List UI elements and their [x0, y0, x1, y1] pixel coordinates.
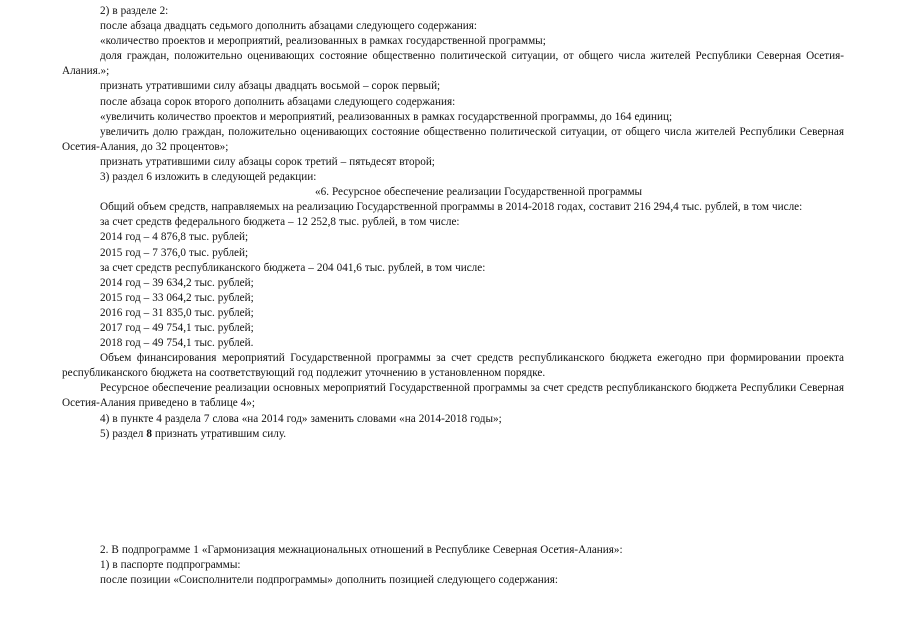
paragraph: 1) в паспорте подпрограммы: — [100, 559, 241, 572]
paragraph: «количество проектов и мероприятий, реализованных в рамках государственной программы; — [100, 35, 546, 48]
funding-intro: Общий объем средств, направляемых на реализацию Государственной программы в 2014-2018 годах, составит 216 294,4 тыс. рублей, в том числе: — [100, 201, 803, 214]
federal-budget-title: за счет средств федерального бюджета – 12 252,8 тыс. рублей, в том числе: — [100, 216, 460, 229]
republican-budget-item: 2014 год – 39 634,2 тыс. рублей; — [100, 276, 254, 289]
republican-budget-item: 2018 год – 49 754,1 тыс. рублей. — [100, 337, 254, 350]
paragraph: Объем финансирования мероприятий Государственной программы за счет средств республиканского бюджета ежегодно при формировании проекта республиканского бюджета на соответствующий год подлежит уточнению в установленном порядке. — [62, 352, 844, 380]
republican-budget-item: 2015 год – 33 064,2 тыс. рублей; — [100, 291, 254, 304]
republican-budget-title: за счет средств республиканского бюджета – 204 041,6 тыс. рублей, в том числе: — [100, 261, 486, 274]
paragraph: доля граждан, положительно оценивающих состояние общественно политической ситуации, от общего числа жителей Республики Северная Осетия-Алания.»; — [62, 50, 844, 78]
paragraph: «увеличить количество проектов и мероприятий, реализованных в рамках государственной программы, до 164 единиц; — [100, 110, 673, 123]
paragraph: 4) в пункте 4 раздела 7 слова «на 2014 год» заменить словами «на 2014-2018 годы»; — [100, 412, 502, 425]
section-heading: «6. Ресурсное обеспечение реализации Государственной программы — [315, 186, 643, 199]
republican-budget-item: 2017 год – 49 754,1 тыс. рублей; — [100, 321, 254, 334]
federal-budget-item: 2014 год – 4 876,8 тыс. рублей; — [100, 231, 249, 244]
paragraph: увеличить долю граждан, положительно оценивающих состояние общественно политической ситуации, от общего числа жителей Республики Северная Осетия-Алания, до 32 процентов»; — [62, 125, 844, 153]
paragraph: 2) в разделе 2: — [100, 5, 169, 17]
republican-budget-item: 2016 год – 31 835,0 тыс. рублей; — [100, 306, 254, 319]
subprogram-heading: 2. В подпрограмме 1 «Гармонизация межнациональных отношений в Республике Северная Осетия-Алания»: — [100, 544, 623, 556]
paragraph: после позиции «Соисполнители подпрограммы» дополнить позицией следующего содержания: — [100, 574, 558, 587]
subprogram-section — [62, 543, 844, 588]
paragraph: 3) раздел 6 изложить в следующей редакции: — [100, 171, 317, 184]
amendments-section — [62, 4, 844, 442]
item-5-prefix: 5) раздел — [100, 427, 147, 440]
item-5 — [62, 427, 844, 442]
federal-budget-item: 2015 год – 7 376,0 тыс. рублей; — [100, 246, 249, 259]
paragraph: признать утратившими силу абзацы сорок третий – пятьдесят второй; — [100, 155, 435, 168]
paragraph: после абзаца сорок второго дополнить абзацами следующего содержания: — [100, 95, 456, 108]
paragraph: Ресурсное обеспечение реализации основных мероприятий Государственной программы за счет средств республиканского бюджета Республики Северная Осетия-Алания приведено в таблице 4»; — [62, 382, 844, 410]
item-5-suffix: признать утратившим силу. — [151, 427, 287, 440]
paragraph: после абзаца двадцать седьмого дополнить абзацами следующего содержания: — [100, 20, 478, 33]
item-5-number: 8 — [146, 427, 152, 440]
paragraph: признать утратившими силу абзацы двадцать восьмой – сорок первый; — [100, 80, 441, 93]
